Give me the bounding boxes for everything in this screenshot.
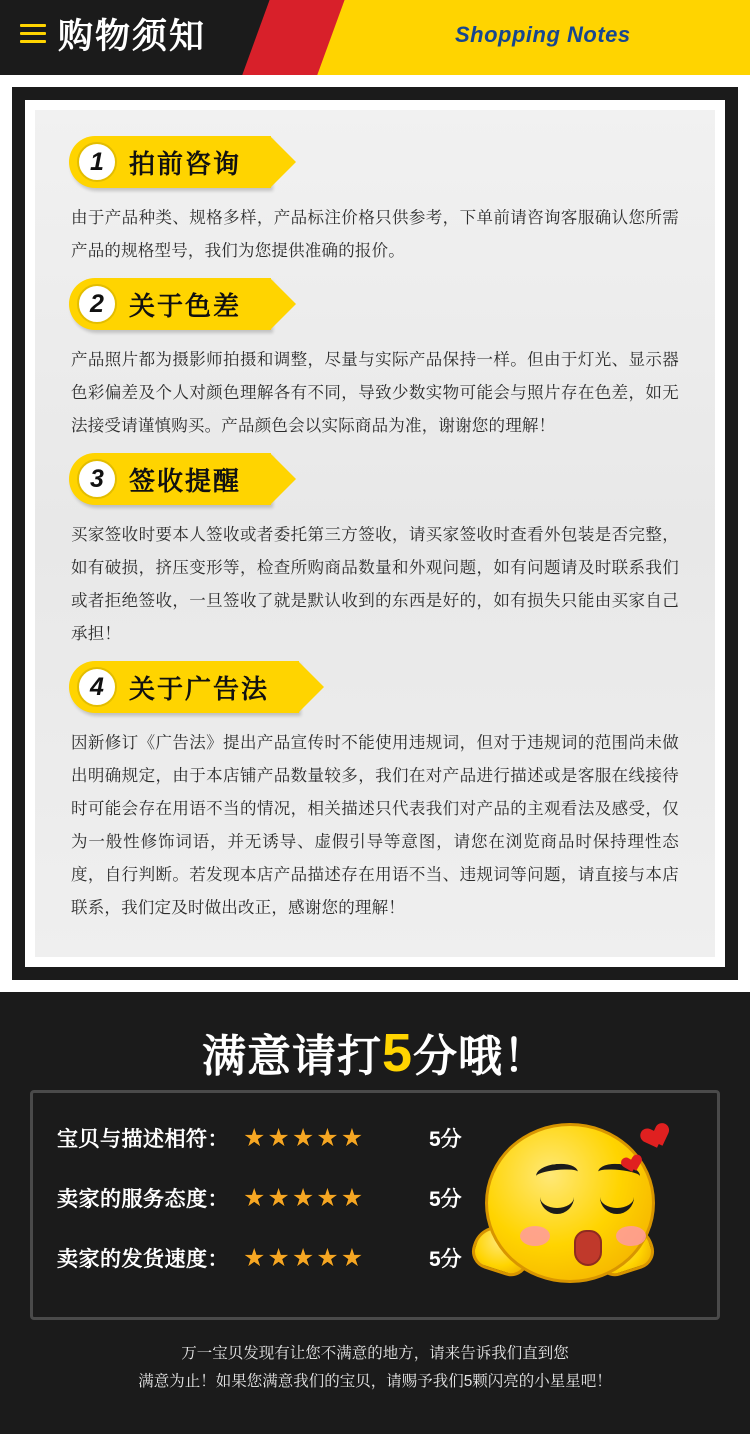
note-badge <box>69 453 681 505</box>
star-icon[interactable]: ★ <box>316 1244 339 1272</box>
rating-stars[interactable] <box>243 1243 415 1273</box>
note-title: 关于广告法 <box>129 673 270 704</box>
star-icon[interactable]: ★ <box>267 1244 290 1272</box>
star-icon[interactable]: ★ <box>243 1124 266 1152</box>
rating-stars[interactable] <box>243 1183 415 1213</box>
note-badge <box>69 661 681 713</box>
rating-title <box>0 1020 750 1084</box>
star-icon[interactable]: ★ <box>243 1244 266 1272</box>
star-icon[interactable]: ★ <box>267 1184 290 1212</box>
emoji-brow-left <box>535 1162 579 1186</box>
note-number: 1 <box>77 142 117 182</box>
note-body: 买家签收时要本人签收或者委托第三方签收，请买家签收时查看外包装是否完整，如有破损，挤压变形等，检查所购商品数量和外观问题，如有问题请及时联系我们或者拒绝签收，一旦签收了就是默认收到的东西是好的，如有损失只能由买家自己承担！ <box>71 526 679 643</box>
rating-row <box>57 1177 462 1219</box>
note-number: 4 <box>77 667 117 707</box>
hamburger-icon[interactable] <box>20 24 46 50</box>
rating-label: 卖家的服务态度： <box>57 1188 229 1211</box>
note-item <box>69 136 681 272</box>
emoji-mouth <box>574 1230 602 1266</box>
star-icon[interactable]: ★ <box>291 1124 315 1152</box>
rating-label: 卖家的发货速度： <box>57 1248 229 1271</box>
note-badge <box>69 136 681 188</box>
emoji-eye-right <box>600 1196 634 1214</box>
emoji-face <box>485 1123 655 1283</box>
rating-box <box>30 1090 720 1320</box>
notes-section <box>0 75 750 992</box>
rating-section <box>0 992 750 1434</box>
rating-row <box>57 1237 462 1279</box>
note-item <box>69 278 681 447</box>
note-item <box>69 661 681 929</box>
rating-footer-line2: 满意为止！如果您满意我们的宝贝，请赐予我们5颗闪亮的小星星吧！ <box>138 1373 612 1390</box>
rating-list <box>57 1117 462 1297</box>
note-body: 因新修订《广告法》提出产品宣传时不能使用违规词，但对于违规词的范围尚未做出明确规定，由于本店铺产品数量较多，我们在对产品进行描述或是客服在线接待时可能会存在用语不当的情况，相关描述只代表我们对产品的主观看法及感受，仅为一般性修饰词语，并无诱导、虚假引导等意图，请您在浏览商品时保持理性态度，自行判断。若发现本店产品描述存在用语不当、违规词等问题，请直接与本店联系，我们定及时做出改正，感谢您的理解！ <box>71 734 679 917</box>
star-icon[interactable]: ★ <box>340 1244 364 1272</box>
note-body: 产品照片都为摄影师拍摄和调整，尽量与实际产品保持一样。但由于灯光、显示器色彩偏差及个人对颜色理解各有不同，导致少数实物可能会与照片存在色差，如无法接受请谨慎购买。产品颜色会以实际商品为准，谢谢您的理解！ <box>71 351 679 435</box>
rating-score: 5分 <box>429 1188 462 1211</box>
rating-title-suffix: 分哦！ <box>413 1032 549 1081</box>
heart-icon <box>631 1115 664 1148</box>
note-title: 拍前咨询 <box>129 148 242 179</box>
star-icon[interactable]: ★ <box>243 1184 266 1212</box>
star-icon[interactable]: ★ <box>291 1184 315 1212</box>
note-title: 关于色差 <box>129 290 242 321</box>
rating-footer-line1: 万一宝贝发现有让您不满意的地方，请来告诉我们直到您 <box>181 1345 569 1362</box>
blushing-kiss-face-emoji <box>467 1095 687 1310</box>
note-badge <box>69 278 681 330</box>
note-title: 签收提醒 <box>129 465 242 496</box>
page-header <box>0 0 750 75</box>
note-body: 由于产品种类、规格多样，产品标注价格只供参考，下单前请咨询客服确认您所需产品的规格型号，我们为您提供准确的报价。 <box>71 209 679 260</box>
notes-frame <box>12 87 738 980</box>
star-icon[interactable]: ★ <box>316 1124 339 1152</box>
note-number: 3 <box>77 459 117 499</box>
notes-inner <box>35 110 715 957</box>
emoji-cheek-left <box>520 1226 550 1246</box>
rating-title-prefix: 满意请打 <box>201 1032 382 1081</box>
rating-score: 5分 <box>429 1128 462 1151</box>
star-icon[interactable]: ★ <box>291 1244 315 1272</box>
emoji-eye-left <box>540 1196 574 1214</box>
note-number: 2 <box>77 284 117 324</box>
emoji-cheek-right <box>616 1226 646 1246</box>
rating-score: 5分 <box>429 1248 462 1271</box>
rating-row <box>57 1117 462 1159</box>
note-item <box>69 453 681 655</box>
page-title: 购物须知 <box>58 17 207 56</box>
rating-footer <box>0 1340 750 1396</box>
page-title-en: Shopping Notes <box>455 22 631 47</box>
star-icon[interactable]: ★ <box>267 1124 290 1152</box>
star-icon[interactable]: ★ <box>316 1184 339 1212</box>
star-icon[interactable]: ★ <box>340 1184 364 1212</box>
star-icon[interactable]: ★ <box>340 1124 364 1152</box>
rating-title-highlight: 5 <box>381 1023 414 1083</box>
rating-label: 宝贝与描述相符： <box>57 1128 229 1151</box>
rating-stars[interactable] <box>243 1123 415 1153</box>
